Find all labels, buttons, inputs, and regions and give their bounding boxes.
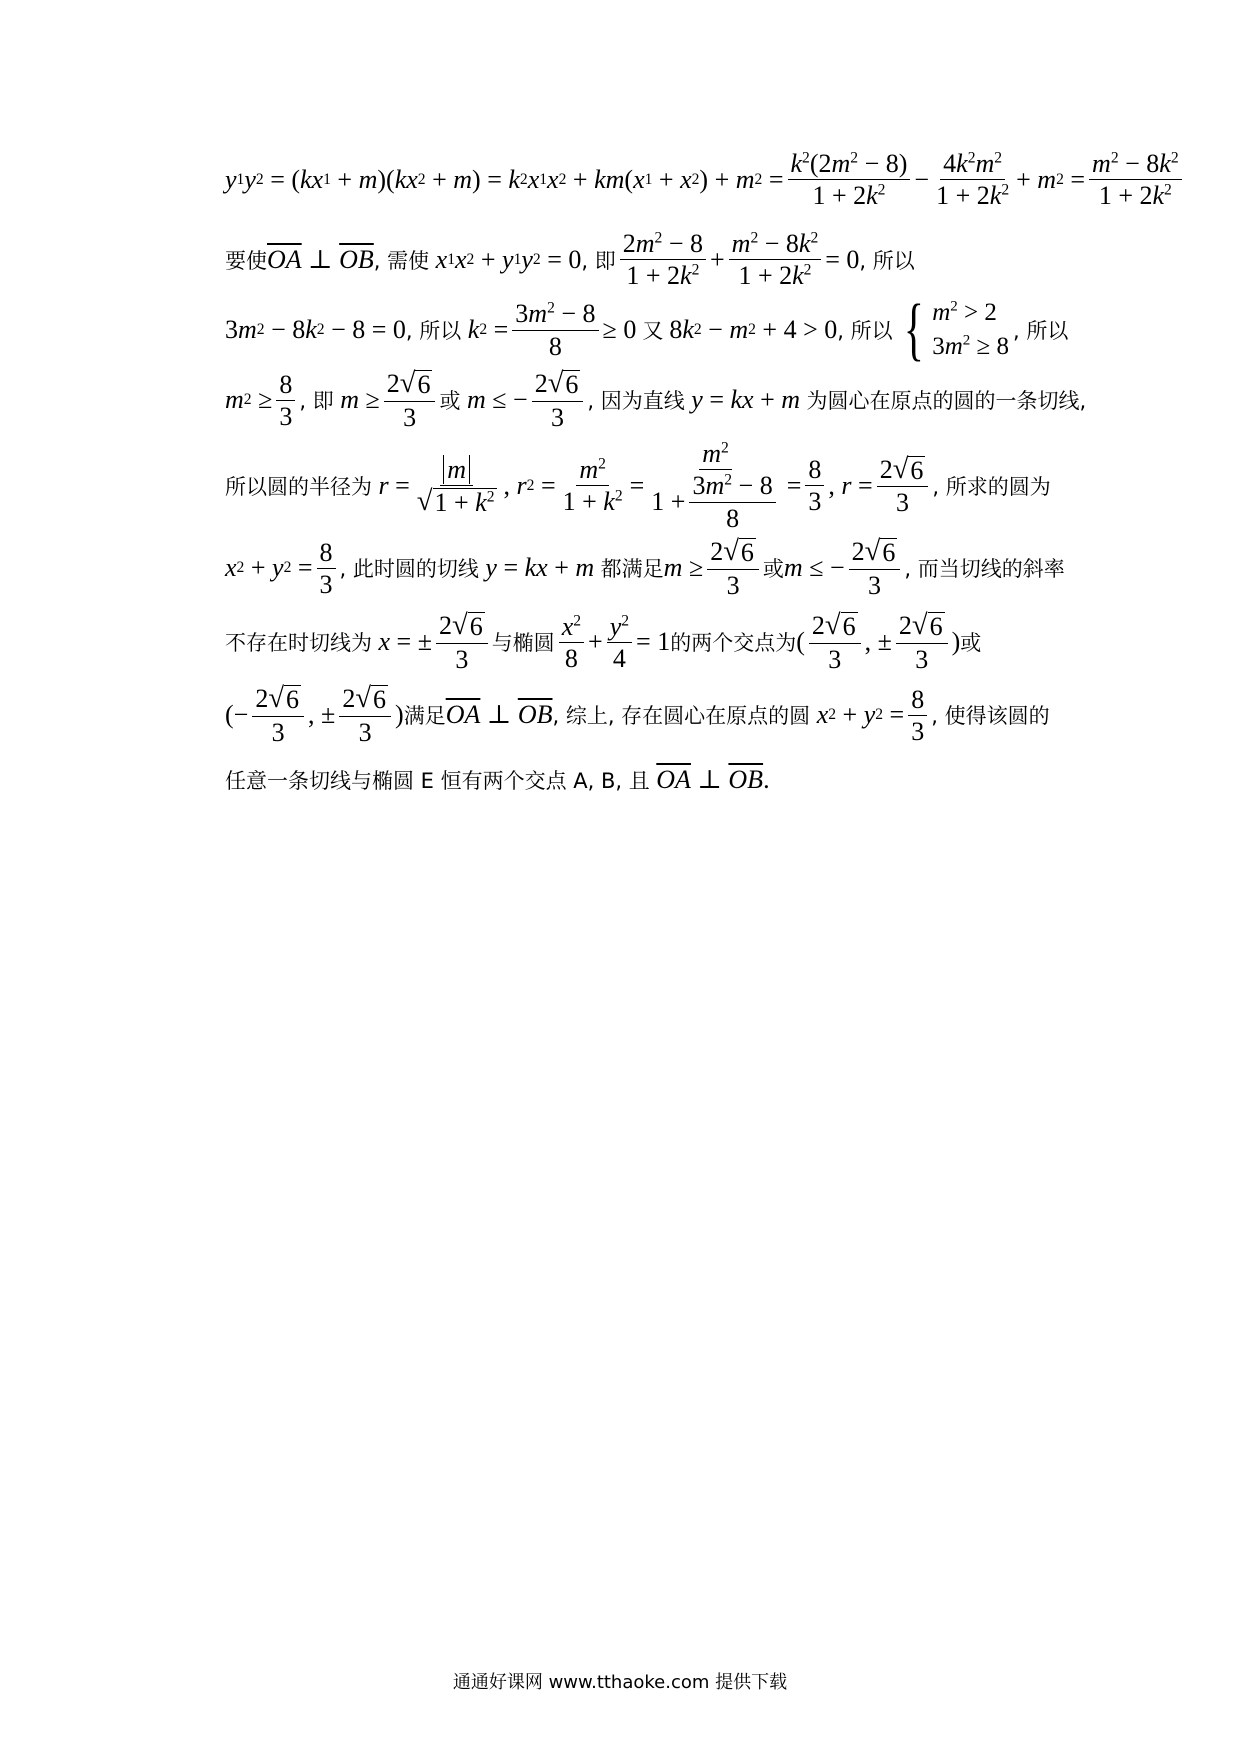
equation-m-range: m 2 ≥ $\frac{8}{3}$ , 即 m ≥ 2 √ 6 3 或 m ≤ − 2 √ 6 3 , 因为直线 y = kx + m 为圆心在原点的圆的一条切线, <box>225 368 1087 432</box>
equation-conclusion: (− 2 √ 6 3 , ± 2 √ 6 3 ) 满足 $\overline{OA}$ ⊥ $\overline{OB}$ , 综上, 存在圆心在原点的圆 x 2 + y 2 = $\frac{8}{3}$ , 使得该圆的 <box>225 683 1050 747</box>
equation-radius: 所以圆的半径为 r = m √ $1 + k^2$ , r 2 = $\frac{m^2}{1 + k^2}$ = $m^2$ 1 + $\frac{3m^2 - 8}{8}$ = $\frac{8}{3}$ , r = 2 √ 6 3 , 所求的圆为 <box>225 439 1051 533</box>
equation-circle: x 2 + y 2 = $\frac{8}{3}$ , 此时圆的切线 y = kx + m 都满足 m ≥ 2 √ 6 3 或 m ≤ − 2 √ 6 3 , 而当切线的斜率 <box>225 536 1065 600</box>
case-system: { $m^2 > 2$ $3m^2 \ge 8$ <box>903 291 1010 368</box>
equation-k-squared: 3 m 2 − 8 k 2 − 8 = 0 , 所以 k 2 = $\frac{3m^2 - 8}{8}$ ≥ 0 又 8 k 2 − m 2 + 4 > 0 , 所以 { $m^2 > 2$ $3m^2 \ge 8$ , 所以 <box>225 291 1069 368</box>
equation-y1y2: y 1 y 2 = ( kx 1 + m )( kx 2 + m ) = k 2 x 1 x 2 + km ( x 1 + x 2 ) + m 2 = $\frac{k^2(2m^2 - 8)}{1 + 2k^2}$ − $\frac{4k^2m^2}{1 + 2k^2}$ + m 2 = $\frac{m^2 - 8k^2}{1 + 2k^2}$ <box>225 150 1186 210</box>
text-yaoshi: 要使 <box>225 248 267 273</box>
page-footer: 通通好课网 www.tthaoke.com 提供下载 <box>452 1672 788 1693</box>
equation-vertical-tangent: 不存在时切线为 x = ± 2 √ 6 3 与椭圆 $\frac{x^2}{8}$ + $\frac{y^2}{4}$ = 1 的两个交点为 ( 2 √ 6 3 , ± 2 √ 6 3 ) 或 <box>225 610 982 674</box>
equation-final: 任意一条切线与椭圆 E 恒有两个交点 A, B, 且 $\overline{OA}$ ⊥ $\overline{OB}$ . <box>225 765 770 794</box>
equation-perpendicular-condition: 要使 $\overline{OA}$ ⊥ $\overline{OB}$ , 需使 x 1 x 2 + y 1 y 2 = 0 , 即 $\frac{2m^2 - 8}{1 + 2k^2}$ + $\frac{m^2 - 8k^2}{1 + 2k^2}$ = 0 , 所以 <box>225 229 915 291</box>
